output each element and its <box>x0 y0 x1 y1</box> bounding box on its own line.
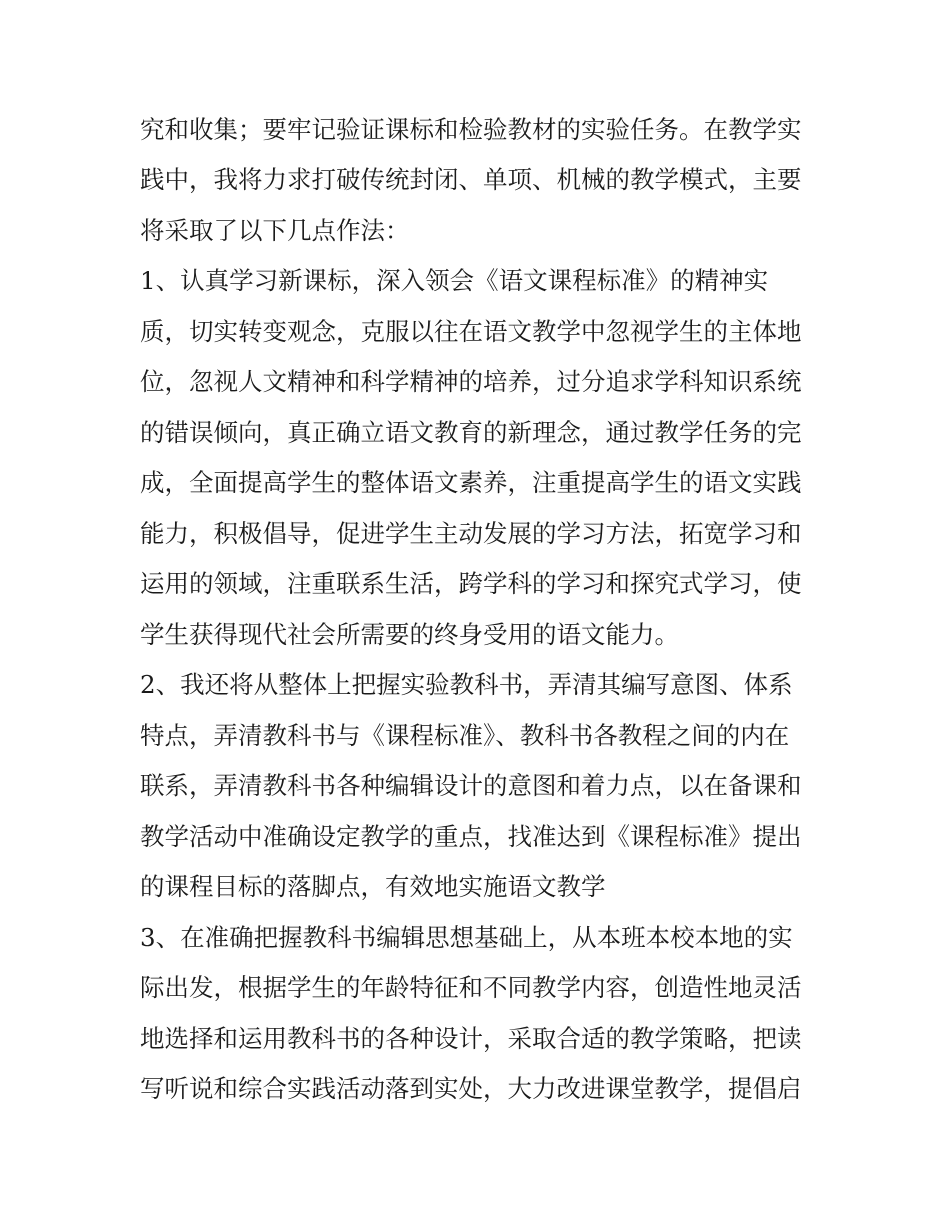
text-line: 质，切实转变观念，克服以往在语文教学中忽视学生的主体地 <box>140 317 802 346</box>
text-line: 地选择和运用教科书的各种设计，采取合适的教学策略，把读 <box>140 1024 802 1053</box>
text-line: 特点，弄清教科书与《课程标准》、教科书各教程之间的内在 <box>140 721 790 750</box>
text-line: 成，全面提高学生的整体语文素养，注重提高学生的语文实践 <box>140 468 802 497</box>
text-line: 际出发，根据学生的年龄特征和不同教学内容，创造性地灵活 <box>140 973 802 1002</box>
text-line: 教学活动中准确设定教学的重点，找准达到《课程标准》提出 <box>140 822 802 851</box>
text-line: 2、我还将从整体上把握实验教科书，弄清其编写意图、体系 <box>140 670 793 699</box>
text-line: 学生获得现代社会所需要的终身受用的语文能力。 <box>140 620 679 649</box>
text-line: 能力，积极倡导，促进学生主动发展的学习方法，拓宽学习和 <box>140 519 802 548</box>
text-line: 联系，弄清教科书各种编辑设计的意图和着力点，以在备课和 <box>140 771 802 800</box>
text-line: 的课程目标的落脚点，有效地实施语文教学 <box>140 872 606 901</box>
text-line: 究和收集；要牢记验证课标和检验教材的实验任务。在教学实 <box>140 115 802 144</box>
text-line: 位，忽视人文精神和科学精神的培养，过分追求学科知识系统 <box>140 367 802 396</box>
text-line: 将采取了以下几点作法： <box>140 216 410 245</box>
text-line: 1、认真学习新课标，深入领会《语文课程标准》的精神实 <box>140 266 769 295</box>
text-line: 写听说和综合实践活动落到实处，大力改进课堂教学，提倡启 <box>140 1074 802 1103</box>
text-line: 运用的领域，注重联系生活，跨学科的学习和探究式学习，使 <box>140 569 802 598</box>
text-line: 3、在准确把握教科书编辑思想基础上，从本班本校本地的实 <box>140 923 793 952</box>
text-line: 践中，我将力求打破传统封闭、单项、机械的教学模式，主要 <box>140 165 802 194</box>
text-line: 的错误倾向，真正确立语文教育的新理念，通过教学任务的完 <box>140 418 802 447</box>
